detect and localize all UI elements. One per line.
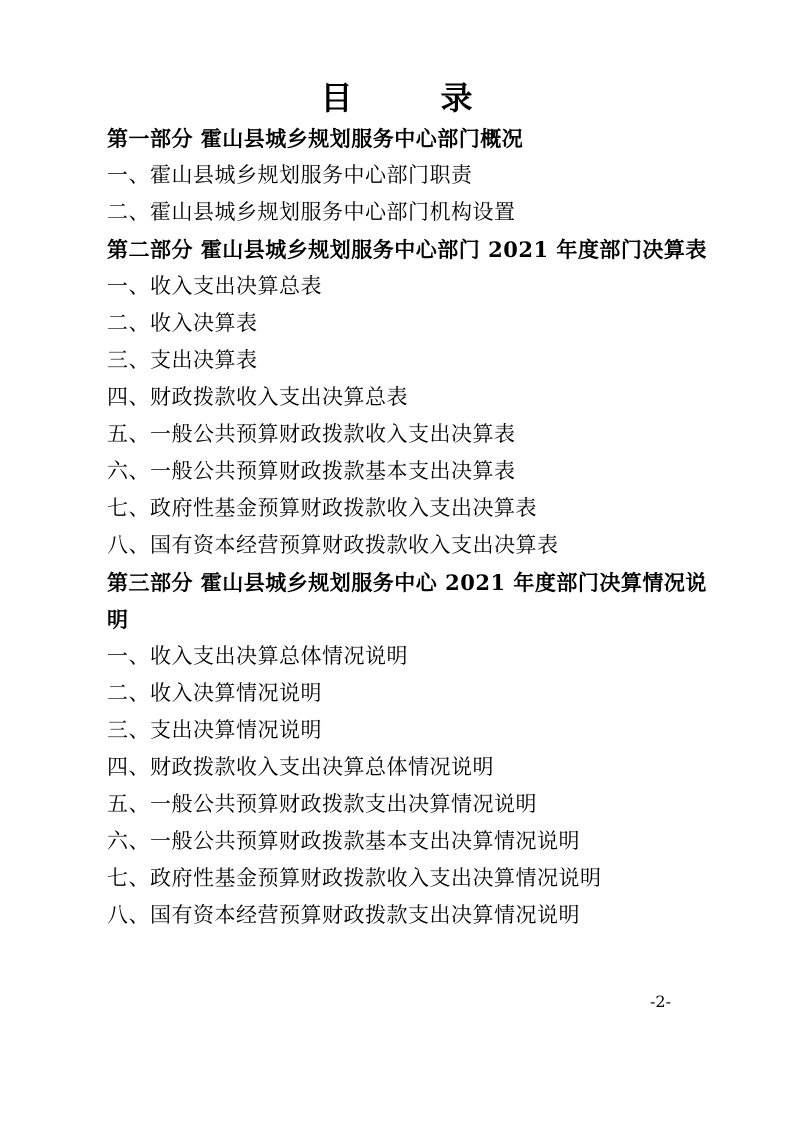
toc-item-part3-1: 一、收入支出决算总体情况说明 xyxy=(107,644,408,668)
toc-item-part3-4: 四、财政拨款收入支出决算总体情况说明 xyxy=(107,755,494,779)
table-of-contents xyxy=(107,120,707,934)
toc-item-part2-2: 二、收入决算表 xyxy=(107,311,258,335)
toc-item-part2-3: 三、支出决算表 xyxy=(107,348,258,372)
toc-item-part2-1: 一、收入支出决算总表 xyxy=(107,274,322,298)
toc-item-part3-5: 五、一般公共预算财政拨款支出决算情况说明 xyxy=(107,792,537,816)
part3-heading: 第三部分 霍山县城乡规划服务中心 2021 年度部门决算情况说明 xyxy=(107,570,707,632)
toc-item-part3-3: 三、支出决算情况说明 xyxy=(107,718,322,742)
toc-item-part2-7: 七、政府性基金预算财政拨款收入支出决算表 xyxy=(107,496,537,520)
page-title: 目 录 xyxy=(320,79,501,117)
part1-heading: 第一部分 霍山县城乡规划服务中心部门概况 xyxy=(107,126,524,151)
toc-item-part3-6: 六、一般公共预算财政拨款基本支出决算情况说明 xyxy=(107,829,580,853)
toc-item-part3-8: 八、国有资本经营预算财政拨款支出决算情况说明 xyxy=(107,903,580,927)
toc-item-part2-8: 八、国有资本经营预算财政拨款收入支出决算表 xyxy=(107,533,559,557)
toc-item-part2-6: 六、一般公共预算财政拨款基本支出决算表 xyxy=(107,459,516,483)
toc-item-part3-2: 二、收入决算情况说明 xyxy=(107,681,322,705)
part2-heading: 第二部分 霍山县城乡规划服务中心部门 2021 年度部门决算表 xyxy=(107,237,707,262)
toc-item-part2-4: 四、财政拨款收入支出决算总表 xyxy=(107,385,408,409)
toc-item-part2-5: 五、一般公共预算财政拨款收入支出决算表 xyxy=(107,422,516,446)
page-number: -2- xyxy=(650,992,671,1011)
toc-item-part1-1: 一、霍山县城乡规划服务中心部门职责 xyxy=(107,163,473,187)
toc-item-part3-7: 七、政府性基金预算财政拨款收入支出决算情况说明 xyxy=(107,866,602,890)
toc-item-part1-2: 二、霍山县城乡规划服务中心部门机构设置 xyxy=(107,200,516,224)
